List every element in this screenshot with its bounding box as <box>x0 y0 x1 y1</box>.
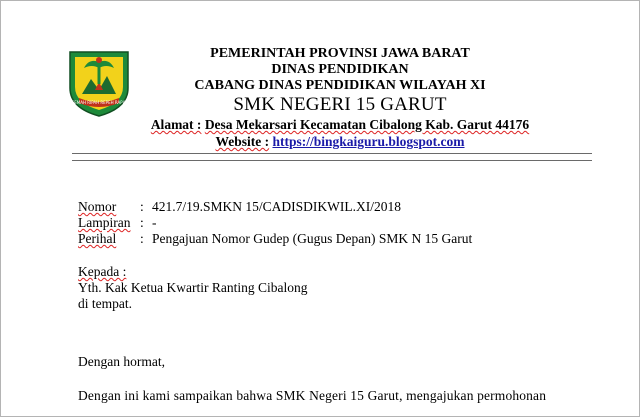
nomor-value: 421.7/19.SMKN 15/CADISDIKWIL.XI/2018 <box>152 199 401 214</box>
letterhead-department: DINAS PENDIDIKAN <box>271 62 409 77</box>
address-text: Desa Mekarsari Kecamatan Cibalong Kab. Garut 44176 <box>204 117 530 132</box>
west-java-emblem-logo <box>64 46 134 118</box>
lampiran-colon: : <box>140 215 144 230</box>
perihal-value: Pengajuan Nomor Gudep (Gugus Depan) SMK N 15 Garut <box>152 231 473 246</box>
body-paragraph-line: Dengan ini kami sampaikan bahwa SMK Negeri 15 Garut, mengajukan permohonan <box>78 388 547 403</box>
recipient-name: Yth. Kak Ketua Kwartir Ranting Cibalong <box>78 280 308 295</box>
website-label: Website : <box>215 134 270 149</box>
letterhead-double-rule <box>72 153 592 161</box>
greeting: Dengan hormat, <box>78 354 165 369</box>
nomor-colon: : <box>140 199 144 214</box>
letterhead-branch: CABANG DINAS PENDIDIKAN WILAYAH XI <box>194 78 486 93</box>
letterhead-school-name: SMK NEGERI 15 GARUT <box>233 94 447 115</box>
lampiran-label: Lampiran <box>78 215 131 230</box>
kepada-label: Kepada : <box>78 264 127 279</box>
address-label: Alamat : <box>150 117 202 132</box>
perihal-label: Perihal <box>78 231 117 246</box>
letterhead-government: PEMERINTAH PROVINSI JAWA BARAT <box>210 46 470 61</box>
recipient-place: di tempat. <box>78 296 132 311</box>
nomor-label: Nomor <box>78 199 117 214</box>
letterhead-website <box>130 134 550 150</box>
perihal-colon: : <box>140 231 144 246</box>
logo-motto-text: GEMAH RIPAH REPEH RAPIH <box>71 100 127 105</box>
website-link[interactable]: https://bingkaiguru.blogspot.com <box>272 134 465 149</box>
lampiran-value: - <box>152 215 157 230</box>
letterhead-address <box>130 117 550 133</box>
